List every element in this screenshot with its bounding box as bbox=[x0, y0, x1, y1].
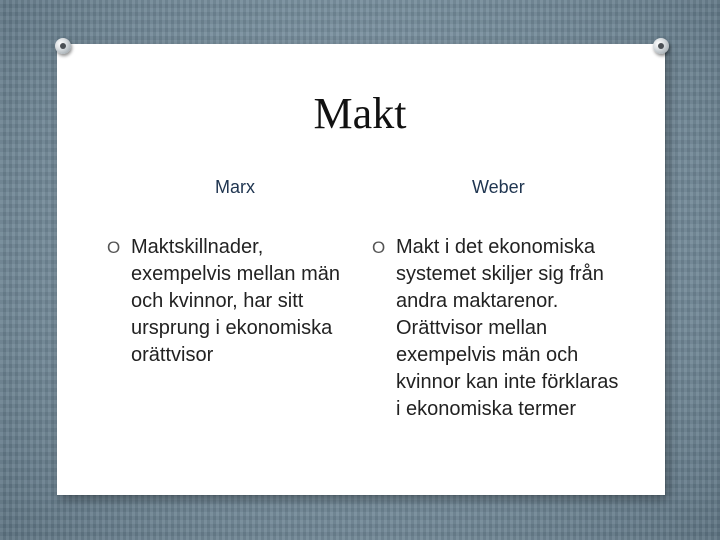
pushpin-icon bbox=[53, 36, 75, 58]
bullet-list-marx bbox=[107, 234, 346, 369]
pushpin-icon bbox=[651, 36, 673, 58]
bullet-text: Makt i det ekonomiska systemet skiljer sig från andra maktarenor. Orättvisor mellan exempelvis män och kvinnor kan inte förklaras i ekonomiska termer bbox=[396, 236, 619, 420]
bullet-marker: O bbox=[372, 238, 386, 257]
column-heading-marx: Marx bbox=[215, 177, 255, 197]
bullet-text: Maktskillnader, exempelvis mellan män och kvinnor, har sitt ursprung i ekonomiska orättvisor bbox=[131, 236, 340, 366]
bullet-list-weber bbox=[372, 234, 628, 423]
list-item bbox=[372, 234, 628, 423]
bullet-marker: O bbox=[107, 238, 121, 257]
list-item bbox=[107, 234, 346, 369]
slide-title: Makt bbox=[313, 89, 407, 138]
column-heading-weber: Weber bbox=[472, 177, 525, 197]
